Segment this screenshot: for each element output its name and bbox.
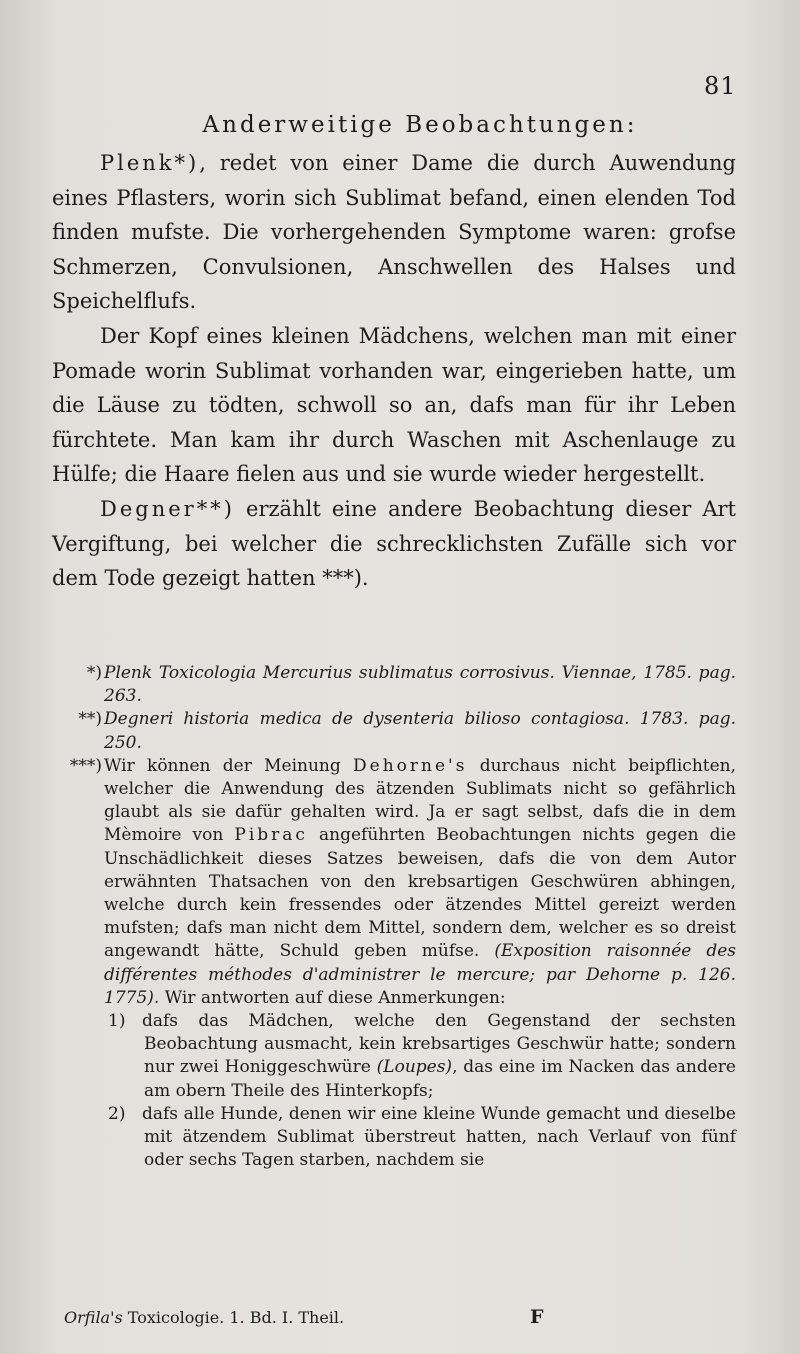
page-footer [64,1308,744,1327]
footnote-list [108,1010,736,1172]
footnote-3: ***) Wir können der Meinung Dehorne's durchaus nicht beipflichten, welcher die Anwendung des ätzenden Sublimats nicht so gefährlich glaubt als sie dafür gehalten wird. Ja er sagt selbst, dafs die in dem Mèmoire von Pibrac angeführten Beobachtungen nichts gegen die Unschädlichkeit dieses Satzes beweisen, dafs die von dem Autor erwähnten Thatsachen von den krebsartigen Geschwüren abhingen, welche durch kein fressendes oder ätzendes Mittel gereizt werden mufsten; dafs man nicht dem Mittel, sondern dem, welcher es so dreist angewandt hätte, Schuld geben müfse. (Exposition raisonnée des différentes méthodes d'administrer le mercure; par Dehorne p. 126. 1775). Wir antworten auf diese Anmerkungen: [69,755,737,1008]
author-plenk: Plenk*) [100,151,200,175]
citation-dehorne: (Exposition raisonnée des différentes méthodes d'administrer le mercure; par Dehorne p. 126. 1775). [104,941,736,1008]
name-pibrac: Pibrac [234,825,308,846]
footer-author: Orfila's [64,1308,123,1327]
paragraph-degner: Degner**) erzählt eine andere Beobachtung dieser Art Vergiftung, bei welcher die schrecklichsten Zufälle sich vor dem Tode gezeigt hatten ***). [52,496,736,591]
name-dehorne: Dehorne's [353,755,468,776]
footer-title: Toxicologie. 1. Bd. I. Theil. [127,1308,345,1327]
paragraph-plenk: Plenk*), redet von einer Dame die durch Auwendung eines Pflasters, worin sich Sublimat befand, einen elenden Tod finden mufste. Die vorhergehenden Symptome waren: grofse Schmerzen, Convulsionen, Anschwellen des Halses und Speichelflufs. [52,151,736,314]
author-degner: Degner**) [100,496,235,521]
footnotes [52,662,736,1172]
page-number: 81 [704,72,737,100]
footnote-1: *) Plenk Toxicologia Mercurius sublimatus corrosivus. Viennae, 1785. pag. 263. [86,663,736,707]
paragraph-girl: Der Kopf eines kleinen Mädchens, welchen man mit einer Pomade worin Sublimat vorhanden war, eingerieben hatte, um die Läuse zu tödten, schwoll so an, dafs man für ihr Leben fürchtete. Man kam ihr durch Waschen mit Aschenlauge zu Hülfe; die Haare fielen aus und sie wurde wieder hergestellt. [52,323,736,487]
list-item: 1) dafs das Mädchen, welche den Gegenstand der sechsten Beobachtung ausmacht, kein krebsartiges Geschwür hatte; sondern nur zwei Honiggeschwüre (Loupes), das eine im Nacken das andere am obern Theile des Hinterkopfs; [108,1011,736,1101]
section-heading: Anderweitige Beobachtungen: [202,112,638,138]
footnote-2: **) Degneri historia medica de dysenteria bilioso contagiosa. 1783. pag. 250. [78,709,736,753]
signature-mark: F [530,1306,544,1328]
main-text [52,146,736,596]
list-item: 2) dafs alle Hunde, denen wir eine kleine Wunde gemacht und dieselbe mit ätzendem Sublimat überstreut hatten, nach Verlauf von fünf oder sechs Tagen starben, nachdem sie [108,1103,736,1171]
